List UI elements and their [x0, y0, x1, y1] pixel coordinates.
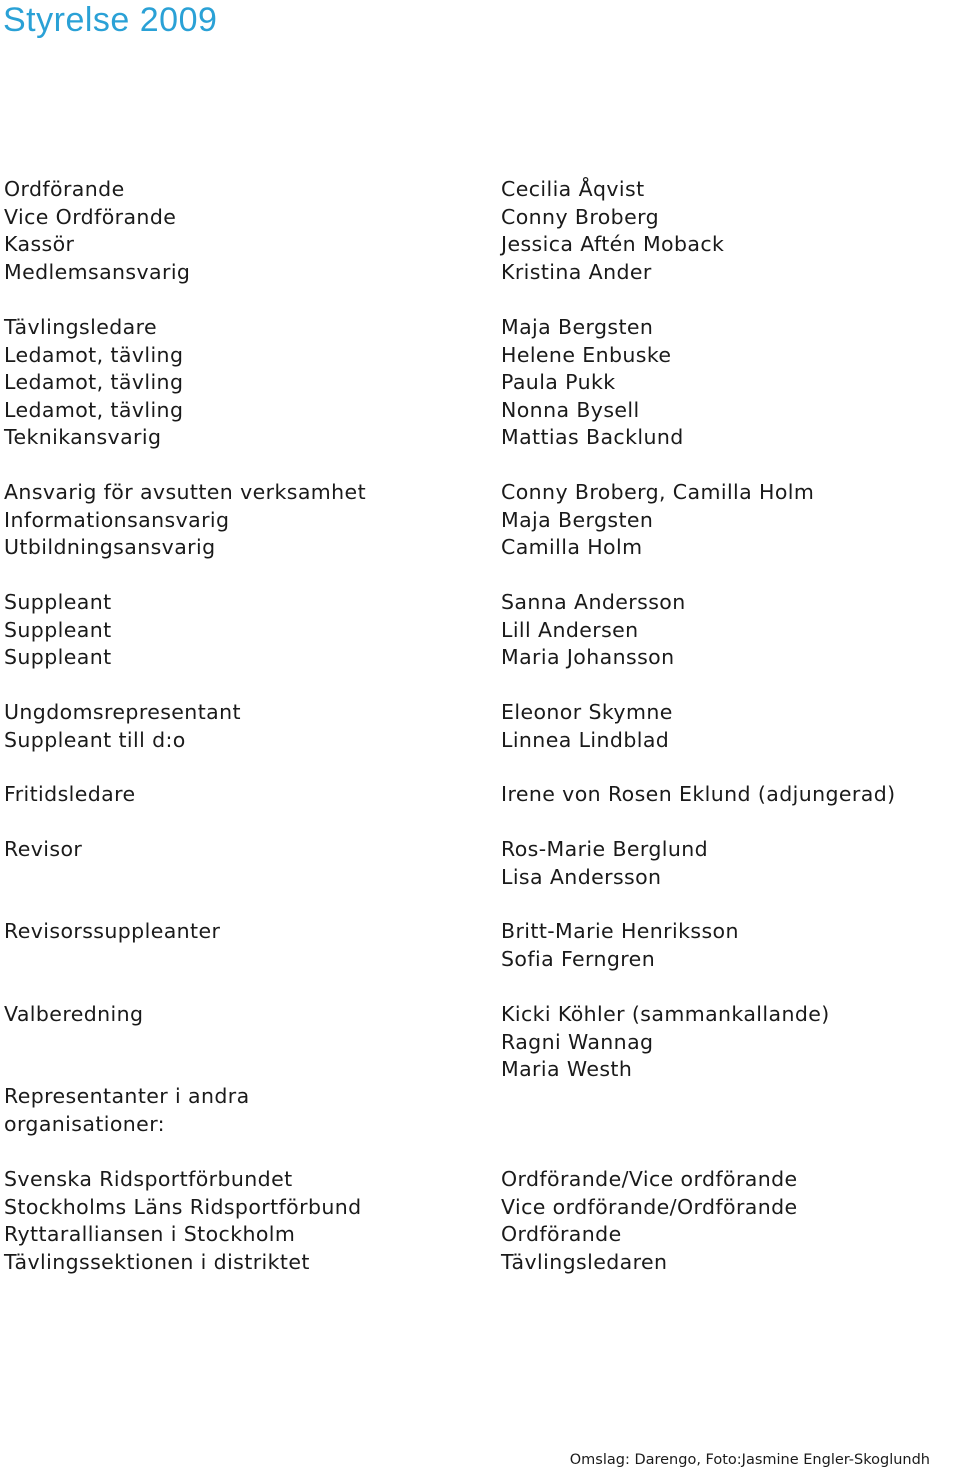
role-label: organisationer: [4, 1111, 165, 1136]
role-column [4, 918, 484, 946]
person-name: Ros-Marie Berglund [501, 837, 709, 861]
person-name: Ordförande/Vice ordförande [501, 1167, 798, 1191]
role-label: Suppleant [4, 590, 112, 614]
role-label: Ungdomsrepresentant [4, 700, 241, 724]
role-label: Revisor [4, 837, 83, 861]
role-label: Utbildningsansvarig [4, 535, 216, 559]
person-name: Vice ordförande/Ordförande [501, 1194, 798, 1219]
name-column [501, 1166, 956, 1276]
name-column [501, 836, 956, 891]
person-name: Kristina Ander [501, 259, 652, 284]
role-label: Ledamot, tävling [4, 370, 184, 394]
role-label: Tävlingssektionen i distriktet [4, 1249, 310, 1274]
role-column [4, 479, 484, 562]
role-label: Teknikansvarig [4, 425, 162, 449]
role-column [4, 836, 484, 864]
name-column [501, 589, 956, 672]
name-column [501, 314, 956, 452]
role-label: Suppleant [4, 645, 112, 669]
person-name: Lisa Andersson [501, 864, 662, 889]
name-column [501, 699, 956, 754]
role-column [4, 1166, 484, 1276]
role-label: Vice Ordförande [4, 204, 177, 229]
role-label: Ordförande [4, 177, 125, 201]
role-column [4, 176, 484, 286]
role-column [4, 699, 484, 754]
person-name: Kicki Köhler (sammankallande) [501, 1002, 830, 1026]
role-label: Medlemsansvarig [4, 259, 191, 284]
role-label: Suppleant till d:o [4, 727, 186, 752]
page-title: Styrelse 2009 [3, 1, 218, 39]
person-name: Sanna Andersson [501, 590, 686, 614]
role-label: Informationsansvarig [4, 507, 230, 532]
role-label: Revisorssuppleanter [4, 919, 221, 943]
person-name: Maja Bergsten [501, 507, 654, 532]
role-label: Ansvarig för avsutten verksamhet [4, 480, 367, 504]
role-column [4, 589, 484, 672]
person-name: Ordförande [501, 1222, 622, 1246]
role-label: Representanter i andra [4, 1084, 250, 1108]
person-name: Lill Andersen [501, 617, 639, 642]
role-label: Tävlingsledare [4, 315, 157, 339]
person-name: Tävlingsledaren [501, 1249, 668, 1274]
role-column [4, 1001, 484, 1029]
name-column [501, 176, 956, 286]
person-name: Cecilia Åqvist [501, 177, 645, 201]
person-name: Ragni Wannag [501, 1029, 654, 1054]
person-name: Helene Enbuske [501, 342, 672, 367]
person-name: Sofia Ferngren [501, 946, 656, 971]
person-name: Maria Johansson [501, 645, 675, 669]
person-name: Jessica Aftén Moback [501, 232, 725, 256]
person-name: Maja Bergsten [501, 315, 654, 339]
photo-credit: Omslag: Darengo, Foto:Jasmine Engler-Skoglundh [569, 1452, 930, 1468]
person-name: Conny Broberg, Camilla Holm [501, 480, 815, 504]
role-label: Ledamot, tävling [4, 397, 184, 422]
role-label: Valberedning [4, 1002, 144, 1026]
role-label: Fritidsledare [4, 782, 136, 806]
role-label: Ledamot, tävling [4, 342, 184, 367]
name-column [501, 479, 956, 562]
name-column [501, 918, 956, 973]
person-name: Camilla Holm [501, 535, 643, 559]
person-name: Linnea Lindblad [501, 727, 670, 752]
role-label: Ryttaralliansen i Stockholm [4, 1222, 296, 1246]
role-column [4, 1083, 484, 1138]
person-name: Paula Pukk [501, 370, 616, 394]
name-column [501, 781, 956, 809]
person-name: Eleonor Skymne [501, 700, 673, 724]
role-column [4, 781, 484, 809]
role-label: Kassör [4, 232, 75, 256]
person-name: Mattias Backlund [501, 425, 684, 449]
role-label: Suppleant [4, 617, 112, 642]
name-column [501, 1001, 956, 1084]
person-name: Nonna Bysell [501, 397, 640, 422]
role-label: Svenska Ridsportförbundet [4, 1167, 293, 1191]
person-name: Maria Westh [501, 1057, 633, 1081]
person-name: Conny Broberg [501, 204, 659, 229]
role-label: Stockholms Läns Ridsportförbund [4, 1194, 362, 1219]
person-name: Irene von Rosen Eklund (adjungerad) [501, 782, 896, 806]
person-name: Britt-Marie Henriksson [501, 919, 739, 943]
role-column [4, 314, 484, 452]
